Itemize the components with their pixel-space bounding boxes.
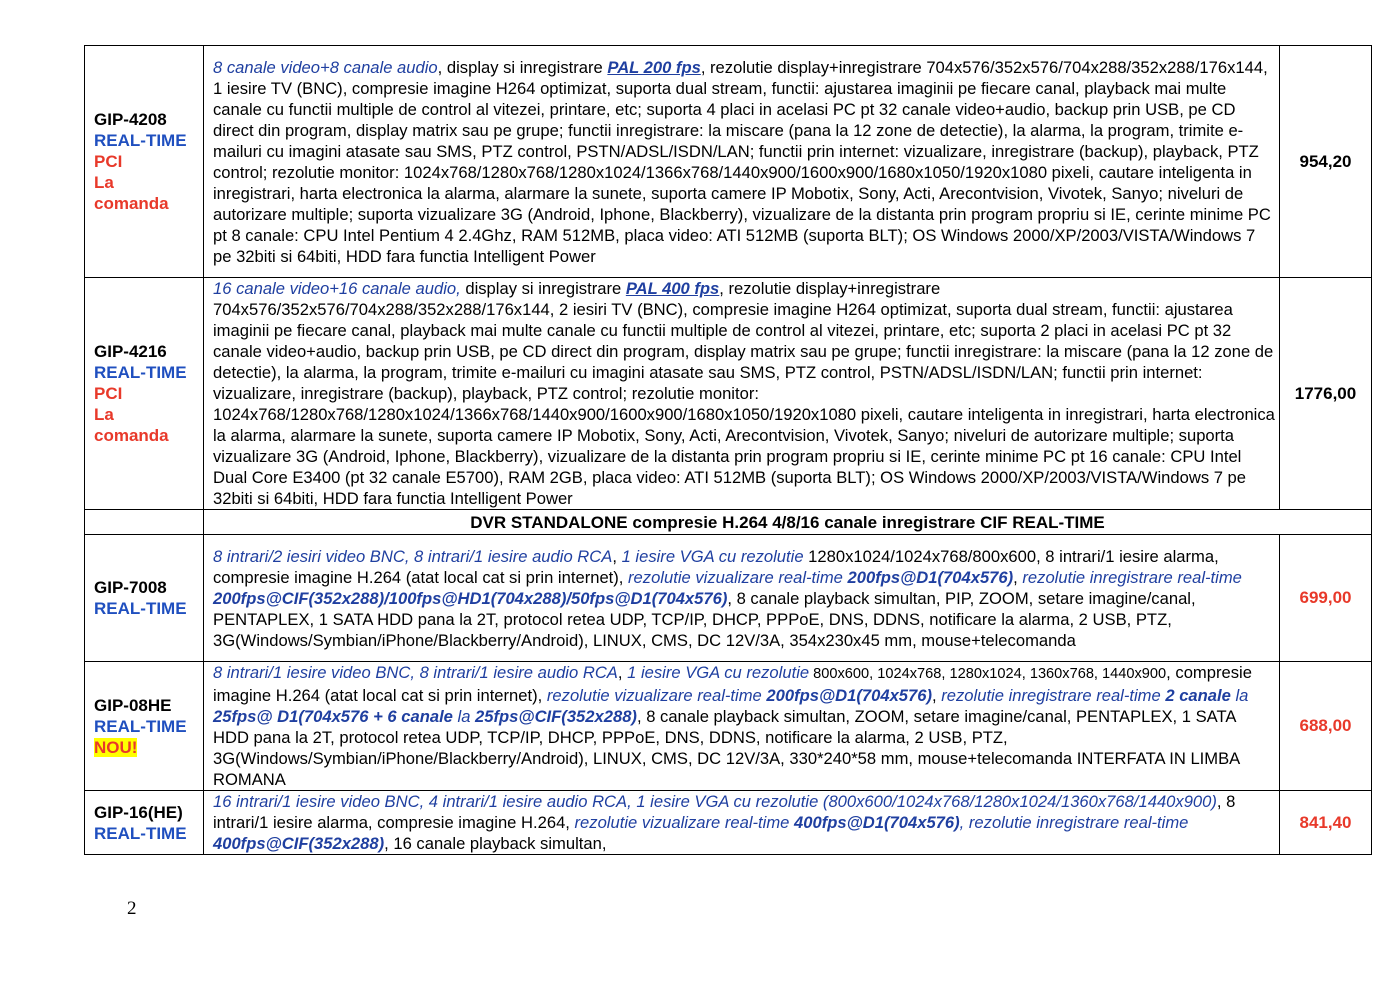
new-badge: NOU! — [94, 737, 138, 757]
desc-part: , display si inregistrare — [437, 57, 608, 77]
desc-part: , 16 canale playback simultan, — [384, 834, 607, 853]
desc-part: , 8 canale playback simultan, ZOOM, setare imagine/canal, PENTAPLEX, 1 SATA HDD pana la 2T, protocol retea UDP, TCP/IP, DHCP, PPPoE, DNS, DDNS, notificare la alarma, 2 USB, PTZ, 3G(Windows/Symbian/iPhone/Blackberry/Android), LINUX, CMS, DC 12V/3A, 330*240*58 mm, mouse+telecomanda INTERFATA IN LIMBA ROMANA — [213, 707, 1240, 789]
desc-part: 200fps@D1(704x576) — [766, 686, 933, 705]
desc-part: 800x600, 1024x768, 1280x1024, 1360x768, 1440x900 — [809, 666, 1167, 682]
desc-part: PAL 400 fps — [625, 279, 720, 298]
desc-part: , — [617, 663, 628, 682]
table-row — [85, 278, 1372, 510]
desc-part: la — [452, 707, 476, 726]
availability: La — [94, 405, 114, 424]
desc-part: rezolutie inregistrare real-time — [941, 686, 1166, 705]
desc-part: 400fps@D1(704x576) — [794, 813, 960, 832]
description-cell — [204, 791, 1280, 855]
desc-part: 25fps@CIF(352x288) — [475, 707, 637, 726]
desc-part: 1280x1024/1024x768/800x600, 8 intrari/1 iesire alarma, compresie imagine H.264 (atat local cat si prin internet), — [213, 546, 1219, 587]
page-number: 2 — [127, 898, 137, 919]
desc-part: 8 intrari/2 iesiri video BNC, 8 intrari/1 iesire audio RCA — [213, 546, 613, 566]
desc-part: rezolutie vizualizare real-time — [628, 567, 848, 587]
desc-part: , — [612, 546, 622, 566]
desc-part: 25fps@ D1(704x576 — [213, 707, 369, 726]
availability: comanda — [94, 426, 169, 445]
desc-part: , rezolutie display+inregistrare 704x576/352x576/704x288/352x288/176x144, 2 iesiri TV (BNC), compresie imagine H264 optimizat, suporta dual stream, functii: ajustarea imaginii pe fiecare canal, playback mai multe canale cu functii multiple de control al vitezei, printare, etc; suporta 2 placi in acelasi PC pt 32 canale video+audio, backup prin USB, pe CD direct din program, display matrix sau pe grupe; functii inregistrare: la miscare (pana la 12 zone de detectie), la alarma, la program, trimite e-mailuri cu imagini atasate sau SMS, PTZ control, PSTN/ADSL/ISDN/LAN; functii prin internet: vizualizare, inregistrare (backup), playback, PTZ control; rezolutie monitor: 1024x768/1280x768/1280x1024/1366x768/1440x900/1600x900/1680x1050/1920x1080 pixeli, cautare inteligenta in inregistrari, harta electronica la alarma, alarmare la sunete, suporta camere IP Mobotix, Sony, Acti, Arecontvision, Vivotek, Sanyo; niveluri de autorizare multiple; suporta vizualizare 3G (Android, Iphone, Blackberry), vizualizare de la distanta prin program propriu si IE, cerinte minime PC pt 16 canale: CPU Intel Dual Core E3400 (pt 32 canale E5700), RAM 2GB, placa video: ATI 512MB (suporta BLT); OS Windows 2000/XP/2003/VISTA/Windows 7 pe 32biti si 64biti, HDD fara functia Intelligent Power — [213, 279, 1275, 508]
model-code: GIP-7008 — [94, 578, 167, 597]
model-code: GIP-16(HE) — [94, 802, 183, 822]
table-row — [85, 662, 1372, 791]
price-cell: 688,00 — [1280, 662, 1372, 791]
desc-part: 8 intrari/1 iesire video BNC, 8 intrari/1 iesire audio RCA — [213, 663, 618, 682]
desc-part: 16 canale video+16 canale audio, — [213, 279, 461, 298]
desc-part: , 8 canale playback simultan, PIP, ZOOM, setare imagine/canal, PENTAPLEX, 1 SATA HDD pana la 2T, protocol retea UDP, TCP/IP, DHCP, PPPoE, DNS, DDNS, notificare la alarma, 2 USB, PTZ, 3G(Windows/Symbian/iPhone/Blackberry/Android), LINUX, CMS, DC 12V/3A, 354x230x45 mm, mouse+telecomanda — [213, 588, 1196, 650]
model-bus: PCI — [94, 384, 123, 403]
table-row — [85, 535, 1372, 662]
desc-part: 1 iesire VGA cu rezolutie — [627, 663, 810, 682]
desc-part: , rezolutie display+inregistrare 704x576/352x576/704x288/352x288/176x144, 1 iesire TV (BNC), compresie imagine H264 optimizat, suporta dual stream, functii: ajustarea imaginii pe fiecare canal, playback mai multe canale cu functii multiple de control al vitezei, printare, etc; suporta 4 placi in acelasi PC pt 32 canale video+audio, backup prin USB, pe CD direct din program, display matrix sau pe grupe; functii inregistrare: la miscare (pana la 12 zone de detectie), la alarma, la program, trimite e-mailuri cu imagini atasate sau SMS, PTZ control, PSTN/ADSL/ISDN/LAN; functii prin internet: vizualizare, inregistrare (backup), playback, PTZ control; rezolutie monitor: 1024x768/1280x768/1280x1024/1366x768/1440x900/1600x900/1680x1050/1920x1080 pixeli, cautare inteligenta in inregistrari, harta electronica la alarma, alarmare la sunete, suporta camere IP Mobotix, Sony, Acti, Arecontvision, Vivotek, Sanyo; niveluri de autorizare multiple; suporta vizualizare 3G (Android, Iphone, Blackberry), vizualizare de la distanta prin program propriu si IE, cerinte minime PC pt 8 canale: CPU Intel Pentium 4 2.4Ghz, RAM 512MB, placa video: ATI 512MB (suporta BLT); OS Windows 2000/XP/2003/VISTA/Windows 7 pe 32biti si 64biti, HDD fara functia Intelligent Power — [213, 57, 1271, 266]
model-code: GIP-08HE — [94, 695, 172, 715]
desc-part: 1 iesire VGA cu rezolutie — [621, 546, 804, 566]
desc-part: rezolutie vizualizare real-time — [574, 813, 795, 832]
price-cell: 1776,00 — [1280, 278, 1372, 510]
desc-part: rezolutie inregistrare real-time — [1022, 567, 1242, 587]
model-cell — [85, 278, 204, 510]
desc-part: la — [1230, 686, 1249, 705]
model-cell — [85, 791, 204, 855]
model-bus: PCI — [94, 152, 123, 171]
description-cell — [204, 662, 1280, 791]
section-spacer — [85, 510, 204, 535]
model-cell — [85, 535, 204, 662]
desc-part: , compresie imagine H.264 (atat local cat si prin internet), — [213, 663, 1252, 705]
desc-part: 6 canale — [387, 707, 453, 726]
desc-part: display si inregistrare — [460, 279, 626, 298]
model-code: GIP-4208 — [94, 110, 167, 129]
description-cell — [204, 535, 1280, 662]
desc-part: 16 intrari/1 iesire video BNC, 4 intrari/1 iesire audio RCA, 1 iesire VGA cu rezolutie (800x600/1024x768/1280x1024/1360x768/1440x900) — [213, 792, 1217, 811]
desc-part: 200fps@D1(704x576) — [847, 567, 1014, 587]
desc-part: , — [959, 813, 969, 832]
desc-part: 8 canale video+8 canale audio — [213, 57, 438, 77]
availability: comanda — [94, 194, 169, 213]
desc-part: 200fps@CIF(352x288)/100fps@HD1(704x288)/50fps@D1(704x576) — [213, 588, 728, 608]
model-cell — [85, 46, 204, 278]
price-cell: 699,00 — [1280, 535, 1372, 662]
desc-part: , — [1013, 567, 1023, 587]
desc-part: , — [932, 686, 942, 705]
price-cell: 841,40 — [1280, 791, 1372, 855]
availability: La — [94, 173, 114, 192]
model-cell — [85, 662, 204, 791]
table-row — [85, 46, 1372, 278]
model-code: GIP-4216 — [94, 342, 167, 361]
section-heading: DVR STANDALONE compresie H.264 4/8/16 canale inregistrare CIF REAL-TIME — [204, 510, 1372, 535]
price-list-table — [84, 45, 1372, 855]
desc-part: , 8 intrari/1 iesire alarma, compresie imagine H.264, — [213, 792, 1236, 832]
price-cell: 954,20 — [1280, 46, 1372, 278]
desc-part: 400fps@CIF(352x288) — [213, 834, 385, 853]
desc-part: rezolutie inregistrare real-time — [968, 813, 1189, 832]
description-cell — [204, 46, 1280, 278]
desc-part: + — [368, 707, 388, 726]
section-row — [85, 510, 1372, 535]
model-type: REAL-TIME — [94, 131, 187, 150]
model-type: REAL-TIME — [94, 363, 187, 382]
model-type: REAL-TIME — [94, 823, 187, 843]
desc-part: rezolutie vizualizare real-time — [546, 686, 767, 705]
description-cell — [204, 278, 1280, 510]
model-type: REAL-TIME — [94, 599, 187, 618]
model-type: REAL-TIME — [94, 716, 187, 736]
desc-part: PAL 200 fps — [607, 57, 701, 77]
desc-part: 2 canale — [1165, 686, 1231, 705]
table-row — [85, 791, 1372, 855]
